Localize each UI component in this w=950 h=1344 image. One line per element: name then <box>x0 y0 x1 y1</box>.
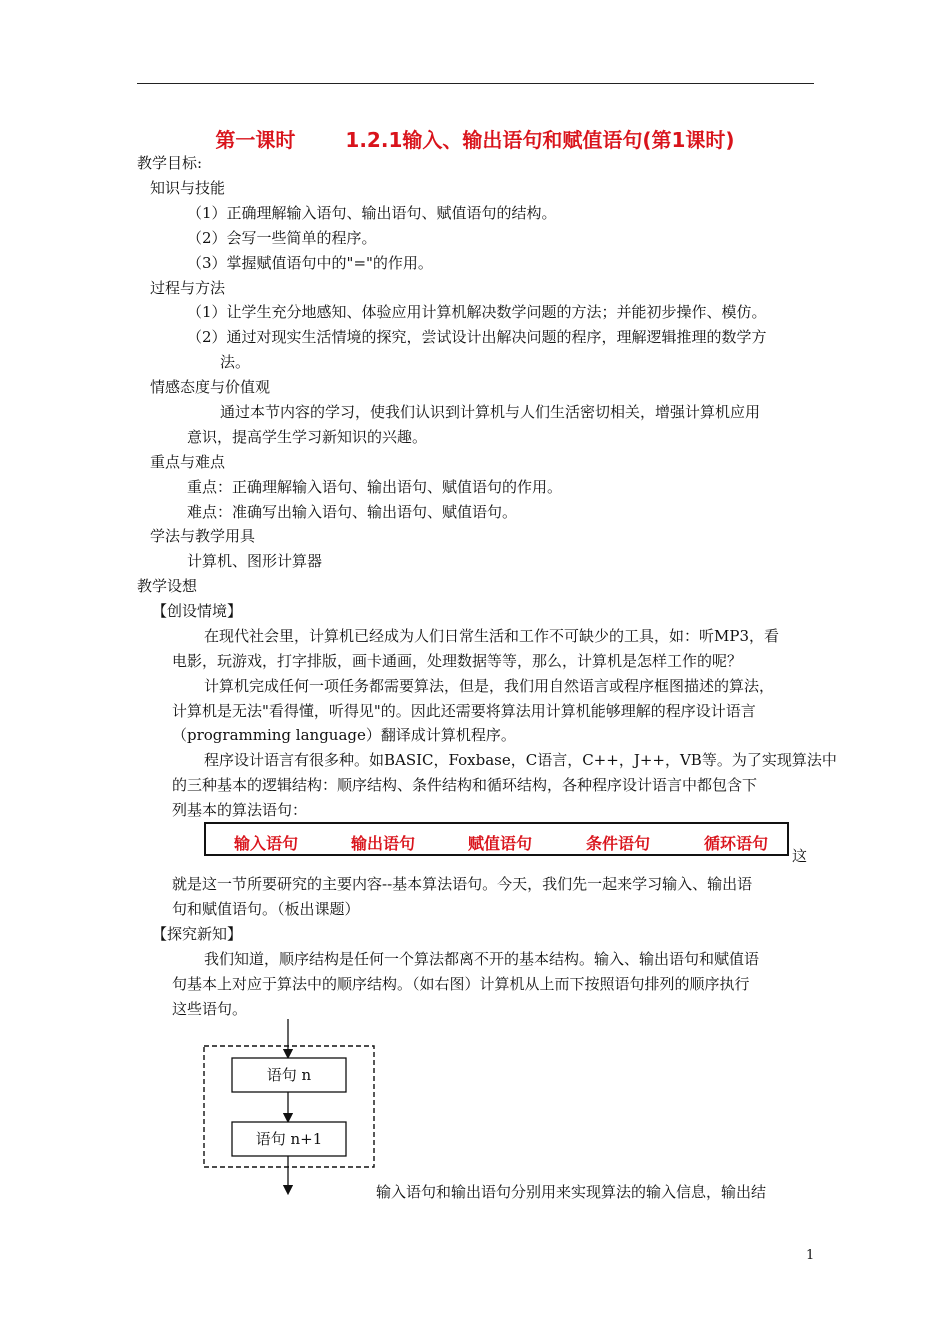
header-rule <box>137 83 814 84</box>
process-item: （1）让学生充分地感知、体验应用计算机解决数学问题的方法；并能初步操作、模仿。 <box>187 303 767 321</box>
after-box-line: 句和赋值语句。（板出课题） <box>172 900 360 918</box>
statement-n1-label: 语句 n+1 <box>255 1130 323 1148</box>
situation-line: 列基本的算法语句： <box>172 801 308 819</box>
situation-line: 计算机是无法"看得懂，听得见"的。因此还需要将算法用计算机能够理解的程序设计语言 <box>172 702 756 720</box>
sequence-flowchart <box>190 1015 390 1200</box>
explore-line: 句基本上对应于算法中的顺序结构。（如右图）计算机从上而下按照语句排列的顺序执行 <box>172 975 750 993</box>
situation-line: 的三种基本的逻辑结构：顺序结构、条件结构和循环结构，各种程序设计语言中都包含下 <box>172 776 758 794</box>
knowledge-item: （3）掌握赋值语句中的"="的作用。 <box>187 254 433 272</box>
knowledge-item: （1）正确理解输入语句、输出语句、赋值语句的结构。 <box>187 204 557 222</box>
key-point: 重点：正确理解输入语句、输出语句、赋值语句的作用。 <box>187 478 563 496</box>
after-box-line: 就是这一节所要研究的主要内容--基本算法语句。今天，我们先一起来学习输入、输出语 <box>172 875 753 893</box>
objectives-heading: 教学目标: <box>137 154 203 172</box>
statement-types-box <box>204 822 789 856</box>
title-left: 第一课时 <box>215 128 296 152</box>
knowledge-item: （2）会写一些简单的程序。 <box>187 229 377 247</box>
statement-assign: 赋值语句 <box>468 834 533 853</box>
knowledge-heading: 知识与技能 <box>150 179 226 197</box>
situation-heading: 【创设情境】 <box>152 602 243 620</box>
statement-output: 输出语句 <box>351 834 416 853</box>
last-line: 输入语句和输出语句分别用来实现算法的输入信息，输出结 <box>376 1183 767 1201</box>
emotion-heading: 情感态度与价值观 <box>150 378 271 396</box>
tools-heading: 学法与教学用具 <box>150 527 256 545</box>
process-heading: 过程与方法 <box>150 279 226 297</box>
statement-input: 输入语句 <box>234 834 299 853</box>
statement-loop: 循环语句 <box>704 834 769 853</box>
situation-line: 电影，玩游戏，打字排版，画卡通画，处理数据等等，那么，计算机是怎样工作的呢？ <box>172 652 743 670</box>
design-heading: 教学设想 <box>137 577 198 595</box>
situation-line: 计算机完成任何一项任务都需要算法，但是，我们用自然语言或程序框图描述的算法， <box>204 677 775 695</box>
difficulty-point: 难点：准确写出输入语句、输出语句、赋值语句。 <box>187 503 518 521</box>
statement-condition: 条件语句 <box>586 834 651 853</box>
title-right: 1.2.1输入、输出语句和赋值语句(第1课时) <box>345 128 735 152</box>
statement-n-label: 语句 n <box>266 1066 312 1084</box>
situation-line: 程序设计语言有很多种。如BASIC，Foxbase，C语言，C++，J++，VB等。为了实现算法中 <box>204 751 837 769</box>
explore-line: 这些语句。 <box>172 1000 248 1018</box>
process-item: 法。 <box>220 353 251 371</box>
emotion-line: 通过本节内容的学习，使我们认识到计算机与人们生活密切相关，增强计算机应用 <box>220 403 761 421</box>
keypoints-heading: 重点与难点 <box>150 453 226 471</box>
after-box-tail: 这 <box>792 847 808 865</box>
situation-line: （programming language）翻译成计算机程序。 <box>172 726 516 744</box>
situation-line: 在现代社会里，计算机已经成为人们日常生活和工作不可缺少的工具，如：听MP3，看 <box>204 627 779 645</box>
emotion-line: 意识，提高学生学习新知识的兴趣。 <box>187 428 428 446</box>
explore-heading: 【探究新知】 <box>152 925 243 943</box>
explore-line: 我们知道，顺序结构是任何一个算法都离不开的基本结构。输入、输出语句和赋值语 <box>204 950 760 968</box>
process-item: （2）通过对现实生活情境的探究，尝试设计出解决问题的程序，理解逻辑推理的数学方 <box>187 328 767 346</box>
page-number: 1 <box>806 1248 815 1263</box>
tools-text: 计算机、图形计算器 <box>187 552 323 570</box>
page-title <box>0 124 950 153</box>
